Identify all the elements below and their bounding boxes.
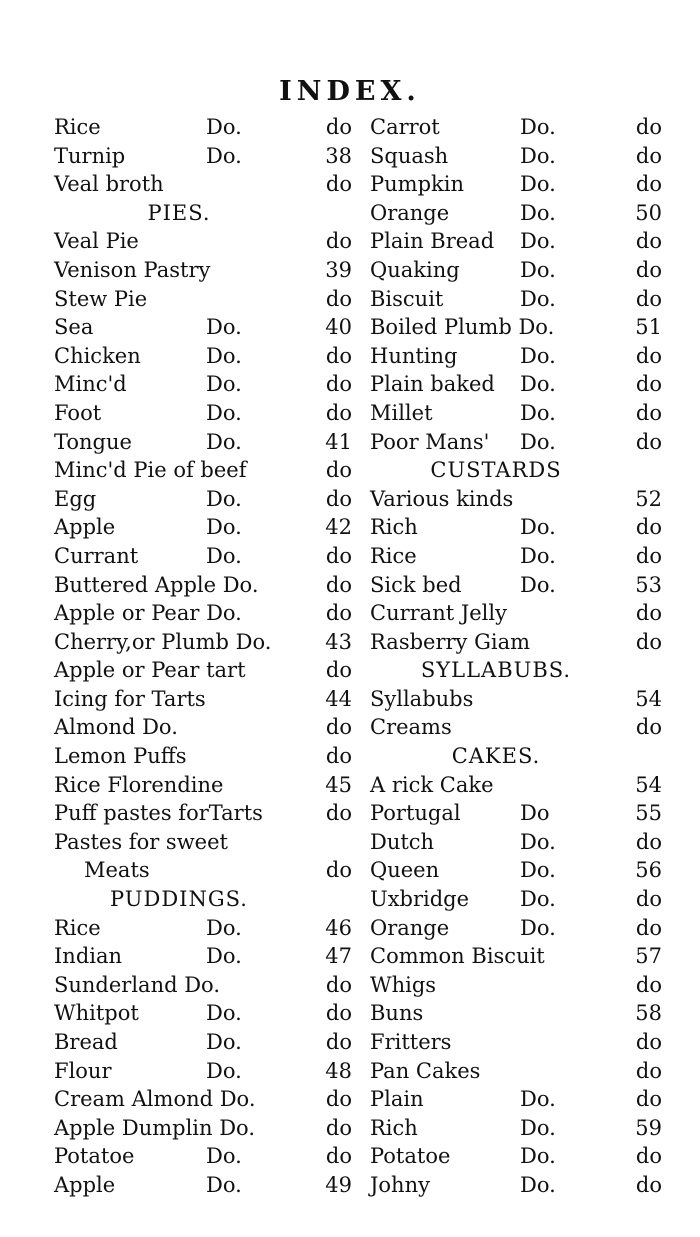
entry-page: 59 <box>635 1115 662 1140</box>
entry-name: Orange <box>370 915 450 940</box>
entry-ditto: Do. <box>206 543 242 568</box>
entry-page: do <box>635 1172 662 1197</box>
index-entry <box>370 199 662 228</box>
entry-page: do <box>325 543 352 568</box>
index-entry <box>54 170 352 199</box>
entry-ditto: Do. <box>206 115 242 139</box>
entry-page: 54 <box>635 772 662 797</box>
entry-page: 58 <box>635 1001 662 1026</box>
entry-page: do <box>325 458 352 483</box>
entry-ditto: Do. <box>206 400 242 425</box>
entry-ditto: Do. <box>520 115 556 139</box>
entry-name: Orange <box>370 200 450 225</box>
index-entry <box>370 828 662 857</box>
entry-ditto: Do. <box>206 1001 242 1026</box>
index-entry <box>370 914 662 943</box>
entry-page: do <box>325 286 352 311</box>
index-entry <box>370 1114 662 1143</box>
entry-page: do <box>635 1144 662 1169</box>
entry-ditto: Do. <box>520 429 556 454</box>
index-entry <box>370 542 662 571</box>
entry-page: 57 <box>635 944 662 969</box>
entry-ditto: Do. <box>206 1172 242 1197</box>
entry-name: Turnip <box>54 143 126 168</box>
index-entry <box>54 971 352 1000</box>
entry-ditto: Do. <box>520 887 556 912</box>
entry-name: Apple Dumplin Do. <box>54 1115 256 1140</box>
entry-page: do <box>325 229 352 254</box>
left-column <box>54 113 352 1200</box>
entry-ditto: Do. <box>520 1172 556 1197</box>
entry-name: Flour <box>54 1058 112 1083</box>
entry-page: 44 <box>325 686 352 711</box>
entry-page: do <box>325 801 352 826</box>
entry-page: do <box>635 601 662 626</box>
index-entry <box>54 1114 352 1143</box>
entry-name: Apple <box>54 1172 116 1197</box>
entry-ditto: Do. <box>206 315 242 340</box>
entry-name: Creams <box>370 715 452 740</box>
section-heading <box>54 885 352 914</box>
entry-page: do <box>325 572 352 597</box>
entry-name: Plain <box>370 1087 424 1112</box>
index-entry <box>370 428 662 457</box>
entry-name: Biscuit <box>370 286 444 311</box>
section-heading <box>370 456 662 485</box>
index-entry <box>54 399 352 428</box>
entry-ditto: Do. <box>206 1058 242 1083</box>
entry-name: Various kinds <box>370 486 514 511</box>
index-entry <box>370 599 662 628</box>
index-entry <box>54 485 352 514</box>
index-entry <box>370 628 662 657</box>
index-entry <box>370 342 662 371</box>
section-heading-label: CUSTARDS <box>430 458 562 483</box>
entry-name: Potatoe <box>370 1144 451 1169</box>
entry-page: do <box>635 629 662 654</box>
entry-name: Tongue <box>54 429 132 454</box>
entry-page: do <box>325 1115 352 1140</box>
entry-ditto: Do. <box>520 515 556 540</box>
index-entry <box>54 999 352 1028</box>
entry-name: Rich <box>370 1115 418 1140</box>
index-entry <box>370 313 662 342</box>
index-entry <box>370 256 662 285</box>
index-entry <box>370 1085 662 1114</box>
entry-page: do <box>325 1087 352 1112</box>
entry-ditto: Do. <box>520 829 556 854</box>
index-entry <box>54 1171 352 1200</box>
index-entry <box>54 113 352 142</box>
entry-name: Foot <box>54 400 102 425</box>
entry-page: 41 <box>325 429 352 454</box>
index-entry <box>370 713 662 742</box>
index-entry <box>54 227 352 256</box>
entry-page: 50 <box>635 200 662 225</box>
entry-name: Sea <box>54 315 94 340</box>
entry-ditto: Do <box>520 801 550 826</box>
section-heading-label: CAKES. <box>451 744 541 769</box>
entry-page: 42 <box>325 515 352 540</box>
index-entry <box>370 685 662 714</box>
entry-page: do <box>635 829 662 854</box>
entry-page: do <box>325 400 352 425</box>
entry-page: do <box>325 115 352 139</box>
entry-page: do <box>635 515 662 540</box>
entry-page: 53 <box>635 572 662 597</box>
index-entry <box>370 571 662 600</box>
index-entry <box>370 285 662 314</box>
entry-page: do <box>635 543 662 568</box>
entry-name: Fritters <box>370 1030 452 1054</box>
index-entry <box>54 799 352 828</box>
entry-page: 49 <box>325 1172 352 1197</box>
entry-page: do <box>635 115 662 139</box>
entry-name: Minc'd Pie of beef <box>54 458 247 483</box>
section-heading-label: PIES. <box>147 200 211 225</box>
entry-page: do <box>325 486 352 511</box>
entry-ditto: Do. <box>520 286 556 311</box>
entry-name: Egg <box>54 486 97 511</box>
entry-name: Sunderland Do. <box>54 972 221 997</box>
entry-page: do <box>325 1030 352 1054</box>
index-entry <box>54 1085 352 1114</box>
entry-name: Puff pastes forTarts <box>54 801 263 826</box>
index-entry <box>370 1142 662 1171</box>
entry-name: Poor Mans' <box>370 429 490 454</box>
entry-name: Whigs <box>370 972 437 997</box>
entry-page: do <box>635 915 662 940</box>
entry-page: do <box>635 286 662 311</box>
entry-page: 48 <box>325 1058 352 1083</box>
entry-name: Portugal <box>370 801 461 826</box>
entry-ditto: Do. <box>520 372 556 397</box>
entry-name: Queen <box>370 858 440 883</box>
entry-page: 55 <box>635 801 662 826</box>
entry-page: do <box>325 1144 352 1169</box>
index-entry <box>370 485 662 514</box>
entry-ditto: Do. <box>520 858 556 883</box>
entry-page: do <box>635 429 662 454</box>
right-column <box>370 113 662 1200</box>
entry-name: Venison Pastry <box>54 257 211 282</box>
index-entry <box>54 428 352 457</box>
entry-page: do <box>325 343 352 368</box>
index-entry <box>370 227 662 256</box>
index-entry <box>54 1142 352 1171</box>
index-entry <box>54 856 352 885</box>
index-entry <box>54 1057 352 1086</box>
entry-ditto: Do. <box>206 143 242 168</box>
entry-page: 54 <box>635 686 662 711</box>
entry-name: Potatoe <box>54 1144 135 1169</box>
section-heading <box>370 742 662 771</box>
entry-page: 46 <box>325 915 352 940</box>
page-title: INDEX. <box>279 76 421 107</box>
index-entry <box>54 685 352 714</box>
entry-name: Whitpot <box>54 1001 139 1026</box>
entry-page: do <box>635 887 662 912</box>
entry-name: Indian <box>54 944 123 969</box>
entry-name: Hunting <box>370 343 458 368</box>
entry-ditto: Do. <box>520 1115 556 1140</box>
entry-page: do <box>635 1030 662 1054</box>
entry-name: Squash <box>370 143 449 168</box>
entry-name: Johny <box>370 1172 430 1197</box>
entry-name: Common Biscuit <box>370 944 545 969</box>
index-entry <box>54 142 352 171</box>
entry-name: Stew Pie <box>54 286 148 311</box>
index-entry <box>54 742 352 771</box>
entry-page: do <box>325 172 352 197</box>
entry-name: Cream Almond Do. <box>54 1087 256 1112</box>
index-entry <box>54 771 352 800</box>
entry-name: Veal broth <box>54 172 164 197</box>
entry-ditto: Do. <box>206 944 242 969</box>
index-entry <box>370 999 662 1028</box>
index-entry <box>54 256 352 285</box>
index-entry <box>54 713 352 742</box>
entry-ditto: Do. <box>206 486 242 511</box>
entry-ditto: Do. <box>206 1030 242 1054</box>
index-entry <box>54 456 352 485</box>
entry-name: Pastes for sweet <box>54 829 228 854</box>
entry-ditto: Do. <box>520 915 556 940</box>
index-entry <box>54 942 352 971</box>
entry-page: 43 <box>325 629 352 654</box>
entry-page: do <box>635 972 662 997</box>
entry-name: Veal Pie <box>54 229 139 254</box>
entry-name: Carrot <box>370 115 440 139</box>
index-entry <box>54 914 352 943</box>
entry-name: Rice <box>54 915 101 940</box>
entry-page: 38 <box>325 143 352 168</box>
index-entry <box>370 1171 662 1200</box>
entry-name: Dutch <box>370 829 435 854</box>
entry-name: Bread <box>54 1030 118 1054</box>
entry-ditto: Do. <box>520 200 556 225</box>
entry-page: do <box>635 257 662 282</box>
entry-page: 39 <box>325 257 352 282</box>
entry-name: Cherry,or Plumb Do. <box>54 629 272 654</box>
entry-name: Pumpkin <box>370 172 464 197</box>
entry-ditto: Do. <box>520 343 556 368</box>
index-entry <box>54 513 352 542</box>
index-entry <box>370 942 662 971</box>
entry-ditto: Do. <box>520 143 556 168</box>
entry-name: Syllabubs <box>370 686 474 711</box>
entry-name: Lemon Puffs <box>54 744 187 769</box>
index-entry <box>54 571 352 600</box>
index-entry <box>370 771 662 800</box>
entry-page: do <box>635 172 662 197</box>
entry-page: do <box>635 343 662 368</box>
entry-name: Apple or Pear tart <box>54 658 246 683</box>
index-entry <box>370 856 662 885</box>
entry-page: do <box>325 1001 352 1026</box>
entry-page: do <box>325 858 352 883</box>
entry-ditto: Do. <box>520 257 556 282</box>
index-entry <box>54 285 352 314</box>
index-entry <box>370 885 662 914</box>
index-entry <box>370 513 662 542</box>
entry-ditto: Do. <box>520 1087 556 1112</box>
entry-ditto: Do. <box>520 543 556 568</box>
entry-name: Minc'd <box>54 372 127 397</box>
index-entry <box>54 370 352 399</box>
index-entry <box>370 142 662 171</box>
entry-page: do <box>635 400 662 425</box>
entry-page: do <box>635 229 662 254</box>
index-entry <box>54 1028 352 1057</box>
section-heading <box>54 199 352 228</box>
section-heading <box>370 656 662 685</box>
entry-page: 56 <box>635 858 662 883</box>
entry-name: Quaking <box>370 257 460 282</box>
entry-name: Almond Do. <box>54 715 178 740</box>
entry-name: Meats <box>84 858 150 883</box>
index-entry <box>370 370 662 399</box>
entry-name: Buttered Apple Do. <box>54 572 259 597</box>
entry-page: do <box>635 1058 662 1083</box>
entry-name: Apple or Pear Do. <box>54 601 242 626</box>
entry-page: do <box>325 744 352 769</box>
entry-name: Boiled Plumb Do. <box>370 315 555 340</box>
section-heading-label: SYLLABUBS. <box>420 658 572 683</box>
entry-ditto: Do. <box>206 915 242 940</box>
entry-name: Rice Florendine <box>54 772 224 797</box>
entry-ditto: Do. <box>206 429 242 454</box>
index-entry <box>370 170 662 199</box>
entry-name: Plain baked <box>370 372 495 397</box>
index-entry <box>54 628 352 657</box>
index-entry <box>370 399 662 428</box>
entry-name: Icing for Tarts <box>54 686 206 711</box>
entry-name: Rich <box>370 515 418 540</box>
index-entry <box>54 342 352 371</box>
entry-ditto: Do. <box>520 172 556 197</box>
entry-name: Rasberry Giam <box>370 629 531 654</box>
entry-page: 45 <box>325 772 352 797</box>
entry-page: 47 <box>325 944 352 969</box>
entry-ditto: Do. <box>520 1144 556 1169</box>
entry-ditto: Do. <box>520 229 556 254</box>
index-entry <box>370 1057 662 1086</box>
entry-ditto: Do. <box>206 1144 242 1169</box>
entry-name: Currant Jelly <box>370 601 507 626</box>
section-heading-label: PUDDINGS. <box>110 887 248 912</box>
entry-page: 52 <box>635 486 662 511</box>
index-entry <box>54 828 352 857</box>
entry-page: do <box>635 372 662 397</box>
entry-page: do <box>325 601 352 626</box>
index-entry <box>370 971 662 1000</box>
entry-page: do <box>325 372 352 397</box>
entry-ditto: Do. <box>206 515 242 540</box>
entry-page: 51 <box>635 315 662 340</box>
entry-page: do <box>635 143 662 168</box>
index-entry <box>54 542 352 571</box>
entry-page: do <box>635 1087 662 1112</box>
entry-page: do <box>325 658 352 683</box>
entry-name: Buns <box>370 1001 424 1026</box>
entry-ditto: Do. <box>520 572 556 597</box>
entry-page: do <box>325 972 352 997</box>
entry-name: Millet <box>370 400 433 425</box>
entry-ditto: Do. <box>206 343 242 368</box>
entry-name: A rick Cake <box>370 772 494 797</box>
entry-name: Rice <box>370 543 417 568</box>
entry-page: do <box>325 715 352 740</box>
entry-name: Plain Bread <box>370 229 495 254</box>
index-entry <box>54 313 352 342</box>
entry-name: Sick bed <box>370 572 462 597</box>
entry-ditto: Do. <box>520 400 556 425</box>
entry-name: Apple <box>54 515 116 540</box>
index-entry <box>54 599 352 628</box>
entry-page: 40 <box>325 315 352 340</box>
index-entry <box>370 799 662 828</box>
entry-name: Pan Cakes <box>370 1058 481 1083</box>
index-entry <box>54 656 352 685</box>
entry-name: Rice <box>54 115 101 139</box>
entry-name: Chicken <box>54 343 141 368</box>
entry-ditto: Do. <box>206 372 242 397</box>
index-entry <box>370 1028 662 1057</box>
entry-name: Currant <box>54 543 139 568</box>
index-entry <box>370 113 662 142</box>
entry-page: do <box>635 715 662 740</box>
entry-name: Uxbridge <box>370 887 470 912</box>
